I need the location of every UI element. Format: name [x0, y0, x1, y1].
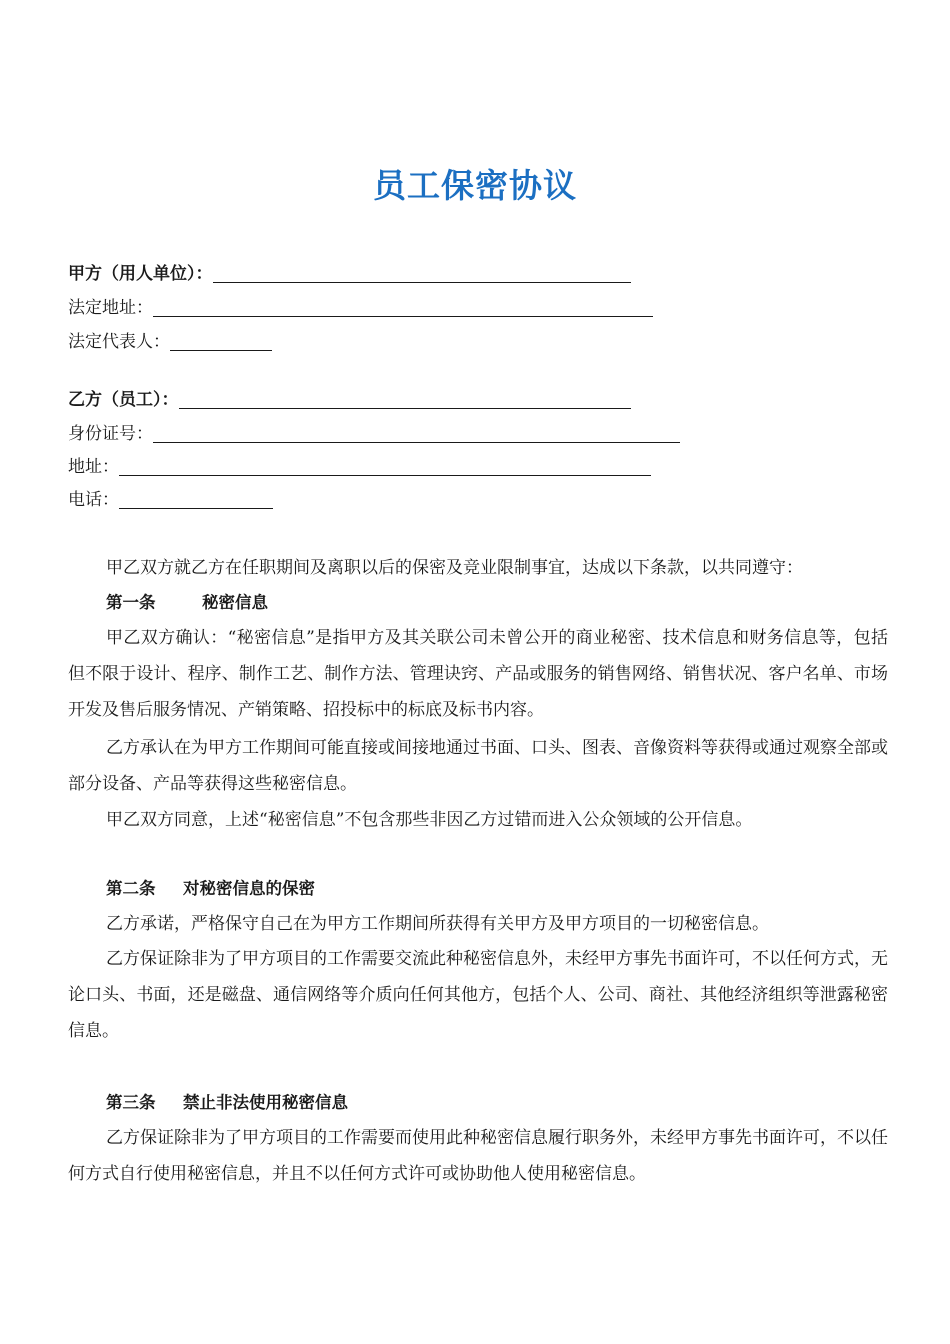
party-b-blank: [179, 390, 631, 409]
article-2-paragraph-1: 乙方承诺，严格保守自己在为甲方工作期间所获得有关甲方及甲方项目的一切秘密信息。: [106, 914, 769, 934]
article-3-paragraph-1: 乙方保证除非为了甲方项目的工作需要而使用此种秘密信息履行职务外，未经甲方事先书面许可，不以任何方式自行使用秘密信息，并且不以任何方式许可或协助他人使用秘密信息。: [68, 1128, 888, 1184]
party-a-address-label: 法定地址：: [68, 298, 153, 318]
party-b-id-blank: [153, 424, 680, 443]
article-1-paragraph-3: 甲乙双方同意，上述“秘密信息”不包含那些非因乙方过错而进入公众领域的公开信息。: [106, 810, 753, 830]
article-1-paragraph-2: 乙方承认在为甲方工作期间可能直接或间接地通过书面、口头、图表、音像资料等获得或通过观察全部或部分设备、产品等获得这些秘密信息。: [68, 738, 888, 794]
party-b-address-blank: [119, 457, 651, 476]
party-a-address-field: [68, 297, 653, 319]
article-1-number: 第一条: [106, 593, 156, 612]
article-1-paragraph-1: 甲乙双方确认：“秘密信息”是指甲方及其关联公司未曾公开的商业秘密、技术信息和财务信息等，包括但不限于设计、程序、制作工艺、制作方法、管理诀窍、产品或服务的销售网络、销售状况、客户名单、市场开发及售后服务情况、产销策略、招投标中的标底及标书内容。: [68, 628, 888, 720]
party-a-blank: [213, 264, 631, 283]
article-3-title: 禁止非法使用秘密信息: [183, 1093, 348, 1112]
article-3-heading: [106, 1092, 348, 1114]
article-2-number: 第二条: [106, 879, 156, 898]
party-b-phone-blank: [119, 490, 273, 509]
party-b-label: 乙方（员工）：: [68, 390, 179, 410]
article-1-heading: [106, 592, 268, 614]
party-b-address-field: [68, 456, 651, 478]
party-a-label: 甲方（用人单位）：: [68, 264, 213, 284]
party-b-phone-label: 电话：: [68, 490, 119, 510]
party-a-representative-blank: [170, 332, 272, 351]
party-a-representative-label: 法定代表人：: [68, 332, 170, 352]
party-a-address-blank: [153, 298, 653, 317]
party-b-address-label: 地址：: [68, 457, 119, 477]
party-b-id-field: [68, 423, 680, 445]
article-2-title: 对秘密信息的保密: [183, 879, 315, 898]
party-b-phone-field: [68, 489, 273, 511]
document-title: 员工保密协议: [373, 166, 577, 205]
article-3-number: 第三条: [106, 1093, 156, 1112]
intro-paragraph: 甲乙双方就乙方在任职期间及离职以后的保密及竞业限制事宜，达成以下条款，以共同遵守：: [106, 558, 803, 578]
article-2-paragraph-2: 乙方保证除非为了甲方项目的工作需要交流此种秘密信息外，未经甲方事先书面许可，不以任何方式，无论口头、书面，还是磁盘、通信网络等介质向任何其他方，包括个人、公司、商社、其他经济组织等泄露秘密信息。: [68, 949, 888, 1041]
article-1-title: 秘密信息: [202, 593, 268, 612]
party-a-representative-field: [68, 331, 272, 353]
party-b-field: [68, 389, 631, 411]
article-2-heading: [106, 878, 315, 900]
party-a-field: [68, 263, 631, 285]
party-b-id-label: 身份证号：: [68, 424, 153, 444]
